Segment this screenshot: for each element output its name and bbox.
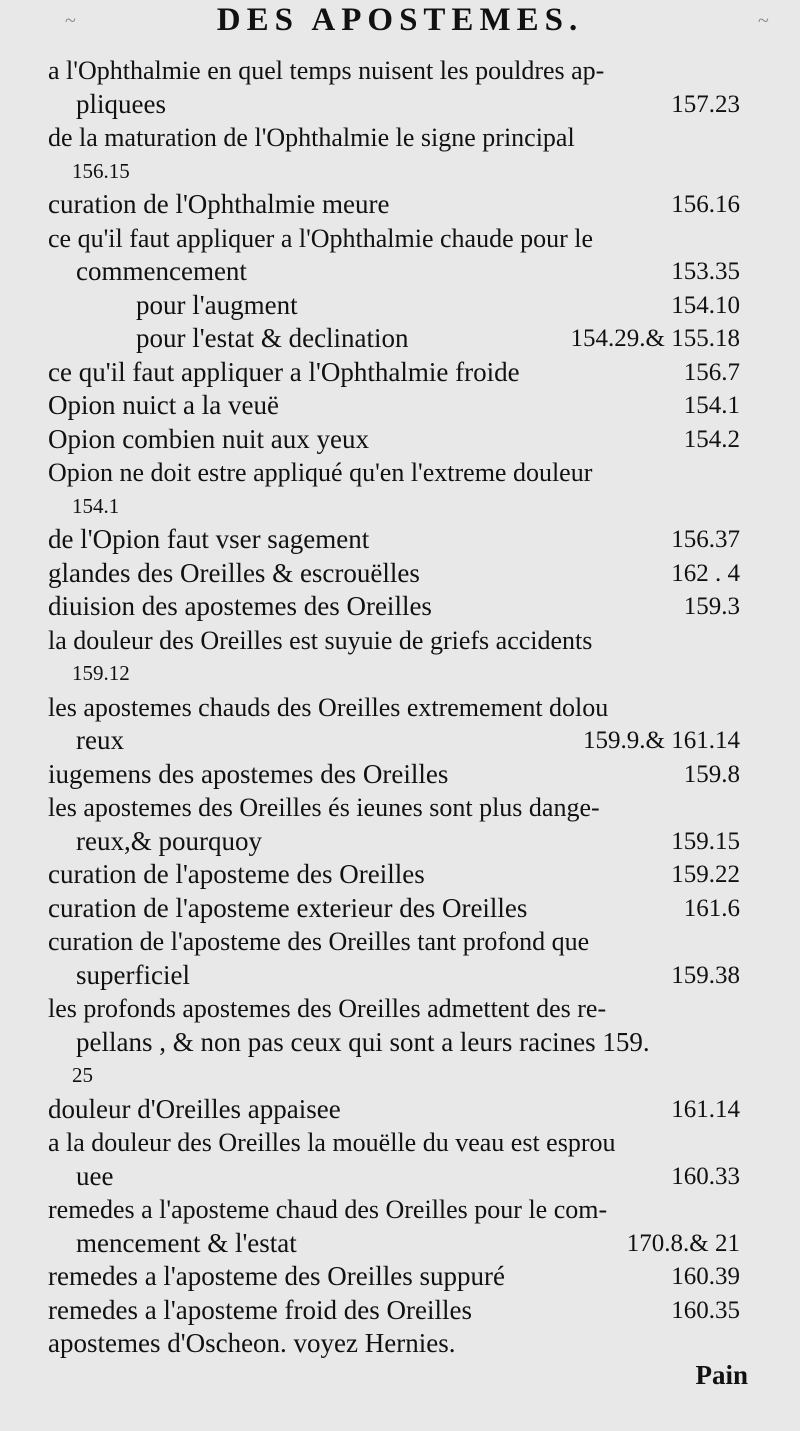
index-line	[48, 1227, 740, 1261]
entry-text: 156.15	[72, 158, 130, 183]
page-reference: 159.38	[671, 961, 740, 989]
index-line	[48, 1160, 740, 1194]
index-line	[48, 423, 740, 457]
index-line	[48, 456, 740, 490]
index-line	[48, 1260, 740, 1294]
index-line	[48, 1059, 740, 1093]
catchword: Pain	[695, 1360, 748, 1390]
index-line	[48, 758, 740, 792]
index-line	[48, 791, 740, 825]
entry-text: douleur d'Oreilles appaisee	[48, 1093, 341, 1124]
page-reference: 154.29.& 155.18	[570, 325, 740, 352]
page-reference: 154.2	[683, 425, 740, 453]
index-line	[48, 222, 740, 256]
entry-text: pour l'estat & declination	[136, 323, 409, 353]
entry-text: a l'Ophthalmie en quel temps nuisent les pouldres ap-	[48, 56, 605, 85]
index-line	[48, 590, 740, 624]
index-line	[48, 992, 740, 1026]
entry-text: curation de l'aposteme exterieur des Oreilles	[48, 892, 528, 923]
header-left-mark: ~	[65, 10, 76, 32]
index-line	[48, 289, 740, 323]
index-line	[48, 1093, 740, 1127]
entry-text: diuision des apostemes des Oreilles	[48, 591, 432, 621]
entry-text: pellans , & non pas ceux qui sont a leurs racines 159.	[76, 1026, 650, 1057]
page-reference: 159.15	[671, 827, 740, 855]
page-reference: 161.14	[671, 1095, 740, 1123]
entry-text: la douleur des Oreilles est suyuie de griefs accidents	[48, 625, 593, 655]
page-reference: 153.35	[671, 258, 740, 285]
entry-text: reux	[76, 725, 124, 755]
page-reference: 159.22	[671, 861, 740, 888]
index-line	[48, 925, 740, 959]
index-line	[48, 892, 740, 926]
page-reference: 160.35	[671, 1296, 740, 1324]
entry-text: remedes a l'aposteme chaud des Oreilles pour le com-	[48, 1195, 608, 1224]
index-line	[48, 858, 740, 892]
entry-text: apostemes d'Oscheon. voyez Hernies.	[48, 1328, 456, 1358]
entry-text: reux,& pourquoy	[76, 825, 262, 856]
index-line	[48, 322, 740, 356]
index-line	[48, 1026, 740, 1060]
page-reference: 156.37	[671, 526, 740, 553]
header-right-mark: ~	[758, 10, 769, 32]
entry-text: 154.1	[72, 493, 120, 518]
entry-text: pliquees	[76, 88, 166, 119]
entry-text: ce qu'il faut appliquer a l'Ophthalmie chaude pour le	[48, 223, 594, 253]
entry-text: 159.12	[72, 661, 130, 685]
index-line	[48, 1294, 740, 1328]
page-reference: 156.16	[671, 191, 740, 218]
page-reference: 159.8	[683, 760, 740, 788]
running-header	[0, 0, 800, 52]
index-line	[48, 523, 740, 557]
index-line	[48, 188, 740, 222]
page-reference: 160.39	[671, 1263, 740, 1290]
page-title: DES APOSTEMES.	[216, 2, 584, 38]
index-line	[48, 724, 740, 758]
entry-text: 25	[72, 1063, 93, 1087]
entry-text: les profonds apostemes des Oreilles admettent des re-	[48, 994, 607, 1023]
page-reference: 154.1	[683, 392, 740, 419]
index-line	[48, 959, 740, 993]
entry-text: mencement & l'estat	[76, 1227, 297, 1258]
page-reference: 162 . 4	[671, 559, 740, 587]
entry-text: Opion ne doit estre appliqué qu'en l'extreme douleur	[48, 458, 593, 487]
index-line	[48, 624, 740, 658]
entry-text: superficiel	[76, 959, 190, 990]
index-line	[48, 121, 740, 155]
index-line	[48, 657, 740, 691]
entry-text: a la douleur des Oreilles la mouëlle du veau est esprou	[48, 1128, 616, 1157]
page-reference: 160.33	[671, 1162, 740, 1190]
entry-text: iugemens des apostemes des Oreilles	[48, 758, 449, 789]
page-reference: 154.10	[671, 291, 740, 319]
index-line	[48, 1126, 740, 1160]
entry-text: pour l'augment	[136, 289, 298, 320]
entry-text: remedes a l'aposteme des Oreilles suppuré	[48, 1261, 505, 1291]
page-reference: 159.9.& 161.14	[583, 727, 740, 754]
index-line	[48, 1193, 740, 1227]
index-line	[48, 1327, 740, 1361]
index-line	[48, 88, 740, 122]
index-line	[48, 490, 740, 524]
entry-text: les apostemes chauds des Oreilles extremement dolou	[48, 692, 609, 722]
index-line	[48, 54, 740, 88]
index-line	[48, 255, 740, 289]
entry-text: les apostemes des Oreilles és ieunes sont plus dange-	[48, 793, 600, 822]
page-reference: 157.23	[671, 90, 740, 118]
index-line	[48, 155, 740, 189]
entry-text: commencement	[76, 256, 247, 286]
page-reference: 156.7	[683, 358, 740, 386]
entry-text: ce qu'il faut appliquer a l'Ophthalmie froide	[48, 356, 520, 387]
entry-text: de la maturation de l'Ophthalmie le signe principal	[48, 123, 575, 152]
entry-text: curation de l'aposteme des Oreilles tant profond que	[48, 927, 590, 956]
entry-text: glandes des Oreilles & escrouëlles	[48, 557, 420, 588]
page-reference: 170.8.& 21	[626, 1229, 740, 1257]
entry-text: Opion nuict a la veuë	[48, 390, 279, 420]
index-entries	[48, 54, 740, 1361]
index-line	[48, 825, 740, 859]
index-line	[48, 691, 740, 725]
page-reference: 159.3	[683, 593, 740, 620]
index-line	[48, 389, 740, 423]
page-reference: 161.6	[683, 894, 740, 922]
entry-text: remedes a l'aposteme froid des Oreilles	[48, 1294, 472, 1325]
index-line	[48, 356, 740, 390]
entry-text: curation de l'Ophthalmie meure	[48, 189, 390, 219]
entry-text: Opion combien nuit aux yeux	[48, 423, 369, 454]
entry-text: curation de l'aposteme des Oreilles	[48, 859, 425, 889]
entry-text: uee	[76, 1160, 114, 1191]
index-line	[48, 557, 740, 591]
entry-text: de l'Opion faut vser sagement	[48, 524, 370, 554]
